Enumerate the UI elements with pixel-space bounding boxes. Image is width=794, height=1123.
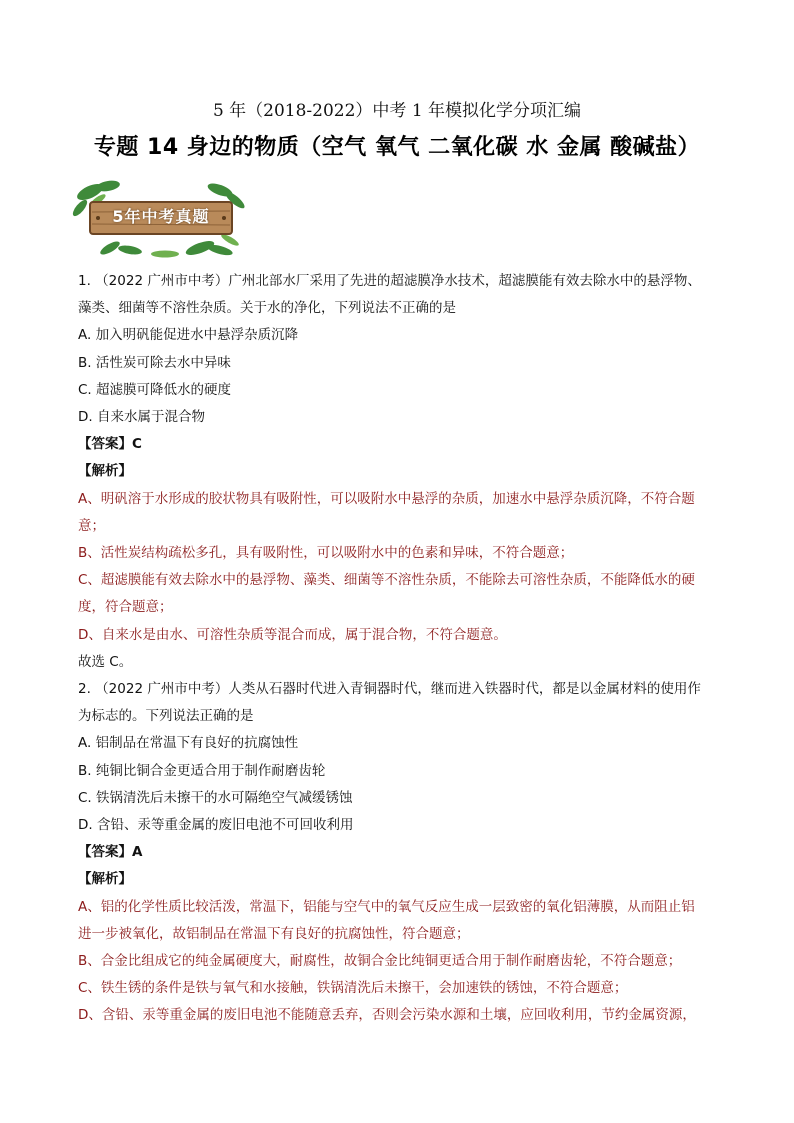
answer-label: 【答案】C <box>78 436 142 453</box>
option-b: B. 活性炭可除去水中异味 <box>78 354 231 371</box>
analysis-line: 度，符合题意； <box>78 599 173 616</box>
analysis-label: 【解析】 <box>78 871 132 888</box>
analysis-line: C、铁生锈的条件是铁与氧气和水接触，铁锅清洗后未擦干，会加速铁的锈蚀，不符合题意； <box>78 980 628 997</box>
question-stem-line: 藻类、细菌等不溶性杂质。关于水的净化，下列说法不正确的是 <box>78 300 456 317</box>
section-banner <box>70 178 250 260</box>
question-list <box>78 268 718 1030</box>
option-d: D. 自来水属于混合物 <box>78 409 205 426</box>
analysis-line: 进一步被氧化，故铝制品在常温下有良好的抗腐蚀性，符合题意； <box>78 925 470 942</box>
option-c: C. 铁锅清洗后未擦干的水可隔绝空气减缓锈蚀 <box>78 789 353 806</box>
analysis-line: B、合金比组成它的纯金属硬度大，耐腐性，故铜合金比纯铜更适合用于制作耐磨齿轮，不符合题意； <box>78 953 682 970</box>
option-a: A. 加入明矾能促进水中悬浮杂质沉降 <box>78 327 299 344</box>
analysis-line: D、自来水是由水、可溶性杂质等混合而成，属于混合物，不符合题意。 <box>78 626 507 643</box>
analysis-label: 【解析】 <box>78 463 132 480</box>
question-stem-line: 2. （2022 广州市中考）人类从石器时代进入青铜器时代，继而进入铁器时代，都是以金属材料的使用作 <box>78 681 701 698</box>
analysis-line: C、超滤膜能有效去除水中的悬浮物、藻类、细菌等不溶性杂质，不能除去可溶性杂质，不能降低水的硬 <box>78 572 695 589</box>
analysis-line: B、活性炭结构疏松多孔，具有吸附性，可以吸附水中的色素和异味，不符合题意； <box>78 545 574 562</box>
analysis-line: 意； <box>78 517 105 534</box>
document-subtitle: 5 年（2018-2022）中考 1 年模拟化学分项汇编 <box>212 101 582 121</box>
final-choice: 故选 C。 <box>78 653 133 670</box>
analysis-line: D、含铅、汞等重金属的废旧电池不能随意丢弃，否则会污染水源和土壤，应回收利用，节约金属资源， <box>78 1007 696 1024</box>
question-1 <box>78 268 718 676</box>
answer-label: 【答案】A <box>78 844 143 861</box>
document-title: 专题 14 身边的物质（空气 氧气 二氧化碳 水 金属 酸碱盐） <box>93 135 701 160</box>
analysis-line: A、铝的化学性质比较活泼，常温下，铝能与空气中的氧气反应生成一层致密的氧化铝薄膜，从而阻止铝 <box>78 898 695 915</box>
option-a: A. 铝制品在常温下有良好的抗腐蚀性 <box>78 735 299 752</box>
analysis-line: A、明矾溶于水形成的胶状物具有吸附性，可以吸附水中悬浮的杂质，加速水中悬浮杂质沉降，不符合题 <box>78 490 695 507</box>
option-c: C. 超滤膜可降低水的硬度 <box>78 381 232 398</box>
option-d: D. 含铅、汞等重金属的废旧电池不可回收利用 <box>78 817 354 834</box>
question-stem-line: 为标志的。下列说法正确的是 <box>78 708 254 725</box>
option-b: B. 纯铜比铜合金更适合用于制作耐磨齿轮 <box>78 762 326 779</box>
question-2 <box>78 676 718 1030</box>
banner-label: 5年中考真题 <box>112 207 210 226</box>
question-stem-line: 1. （2022 广州市中考）广州北部水厂采用了先进的超滤膜净水技术，超滤膜能有效去除水中的悬浮物、 <box>78 273 701 289</box>
